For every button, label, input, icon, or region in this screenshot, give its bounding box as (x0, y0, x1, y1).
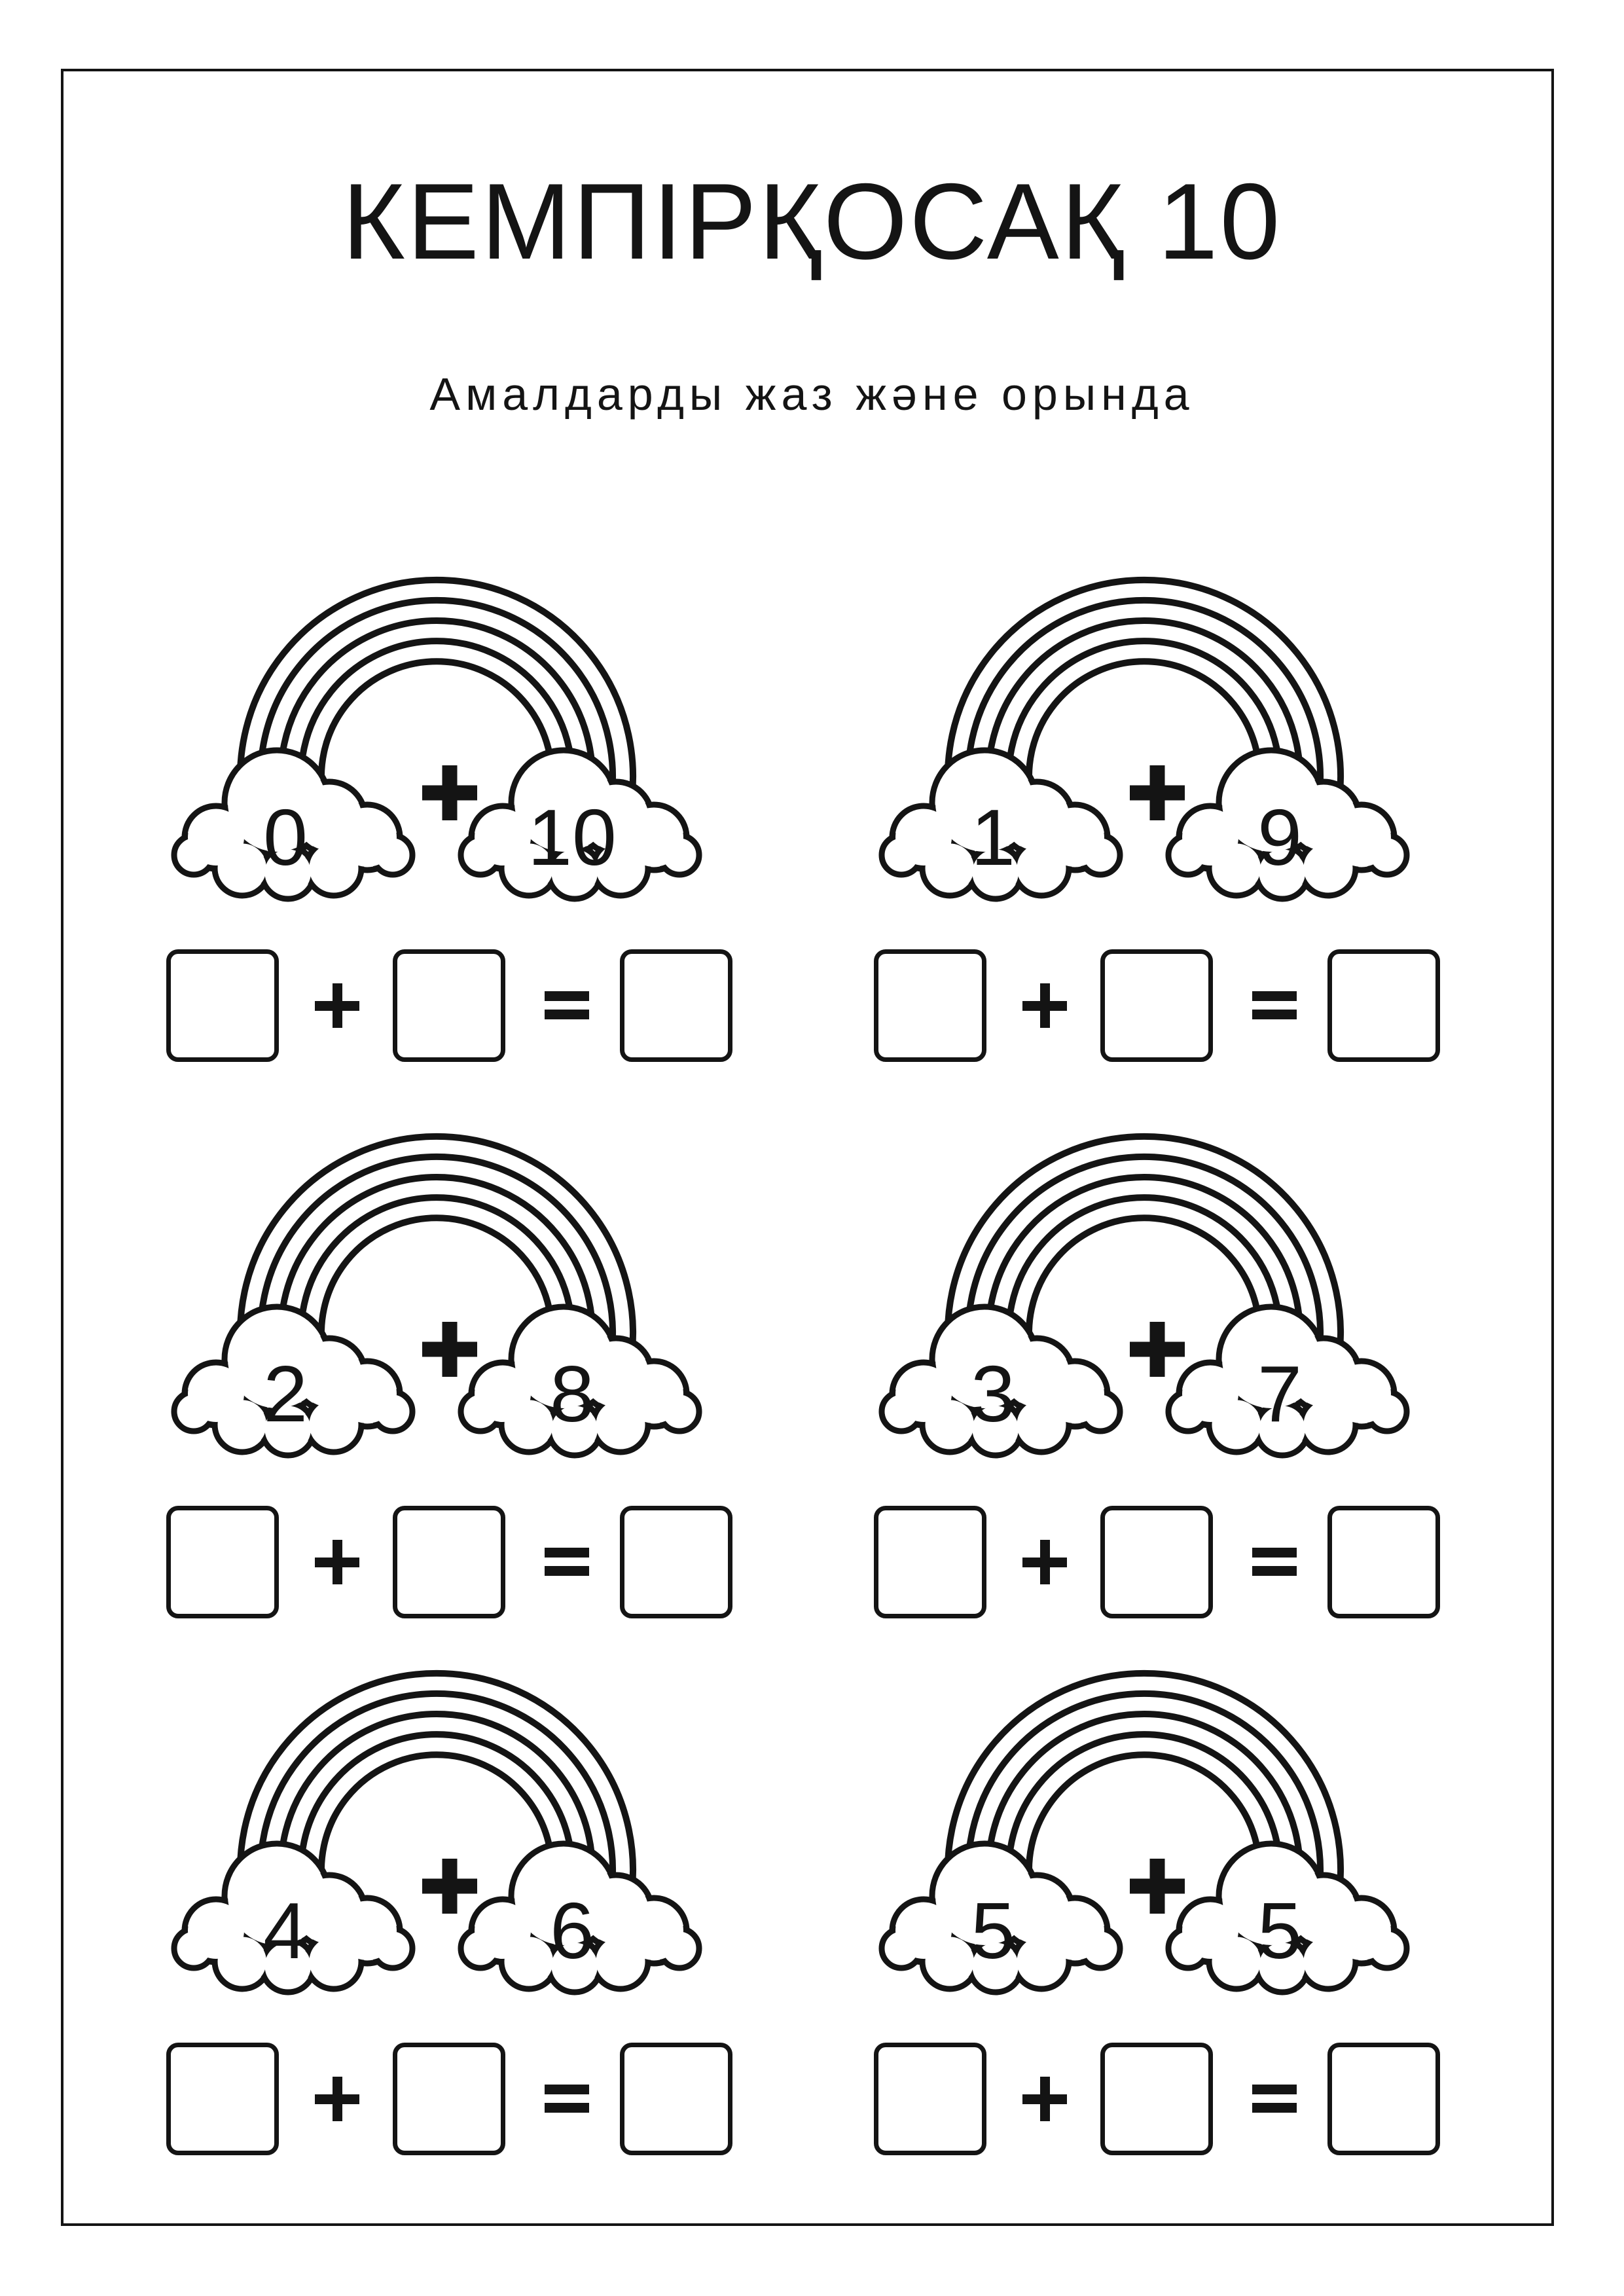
plus-icon (1130, 1322, 1185, 1377)
page-subtitle: Амалдарды жаз және орында (429, 369, 1195, 420)
plus-icon (1130, 765, 1185, 820)
plus-icon (315, 1540, 359, 1584)
addend2-answer-box[interactable] (1100, 949, 1213, 1062)
addition-problem-4 (814, 1130, 1475, 1628)
addition-problem-1 (106, 574, 767, 1071)
equation-row (874, 1506, 1440, 1618)
addend-left-value: 3 (971, 1349, 1015, 1438)
addend-right-value: 8 (550, 1349, 594, 1438)
equals-icon (545, 991, 589, 1019)
addend1-answer-box[interactable] (166, 2043, 279, 2155)
addend1-answer-box[interactable] (874, 949, 986, 1062)
plus-icon (422, 765, 477, 820)
addition-problem-5 (106, 1667, 767, 2164)
plus-icon (1022, 2077, 1067, 2121)
addend2-answer-box[interactable] (1100, 1506, 1213, 1618)
addend2-answer-box[interactable] (393, 1506, 505, 1618)
rainbow-icon (814, 1667, 1475, 2007)
addend-right-value: 7 (1257, 1349, 1302, 1438)
sum-answer-box[interactable] (620, 1506, 732, 1618)
addend1-answer-box[interactable] (874, 2043, 986, 2155)
page-title: КЕМПІРҚОСАҚ 10 (342, 161, 1282, 282)
addend-right-value: 10 (528, 793, 617, 882)
addend2-answer-box[interactable] (1100, 2043, 1213, 2155)
plus-icon (422, 1322, 477, 1377)
addition-problem-6 (814, 1667, 1475, 2164)
plus-icon (422, 1859, 477, 1914)
addend1-answer-box[interactable] (166, 949, 279, 1062)
sum-answer-box[interactable] (620, 949, 732, 1062)
addend-left-value: 0 (263, 793, 308, 882)
addend-left-value: 5 (971, 1886, 1015, 1975)
addend1-answer-box[interactable] (874, 1506, 986, 1618)
rainbow-icon (106, 1130, 767, 1470)
plus-icon (1022, 983, 1067, 1028)
rainbow-icon (106, 574, 767, 914)
equation-row (874, 2043, 1440, 2155)
equation-row (166, 2043, 732, 2155)
sum-answer-box[interactable] (1327, 1506, 1440, 1618)
addend-left-value: 4 (263, 1886, 308, 1975)
addition-problem-3 (106, 1130, 767, 1628)
addend-left-value: 2 (263, 1349, 308, 1438)
addend2-answer-box[interactable] (393, 2043, 505, 2155)
addend-left-value: 1 (971, 793, 1015, 882)
plus-icon (315, 2077, 359, 2121)
addend2-answer-box[interactable] (393, 949, 505, 1062)
plus-icon (1130, 1859, 1185, 1914)
sum-answer-box[interactable] (1327, 949, 1440, 1062)
equation-row (166, 949, 732, 1062)
equals-icon (1252, 1548, 1297, 1576)
equals-icon (545, 2085, 589, 2113)
plus-icon (1022, 1540, 1067, 1584)
addend1-answer-box[interactable] (166, 1506, 279, 1618)
addend-right-value: 6 (550, 1886, 594, 1975)
rainbow-icon (814, 1130, 1475, 1470)
sum-answer-box[interactable] (620, 2043, 732, 2155)
equals-icon (1252, 2085, 1297, 2113)
rainbow-icon (106, 1667, 767, 2007)
equals-icon (545, 1548, 589, 1576)
rainbow-icon (814, 574, 1475, 914)
plus-icon (315, 983, 359, 1028)
addend-right-value: 9 (1257, 793, 1302, 882)
equals-icon (1252, 991, 1297, 1019)
addend-right-value: 5 (1257, 1886, 1302, 1975)
equation-row (166, 1506, 732, 1618)
sum-answer-box[interactable] (1327, 2043, 1440, 2155)
equation-row (874, 949, 1440, 1062)
addition-problem-2 (814, 574, 1475, 1071)
